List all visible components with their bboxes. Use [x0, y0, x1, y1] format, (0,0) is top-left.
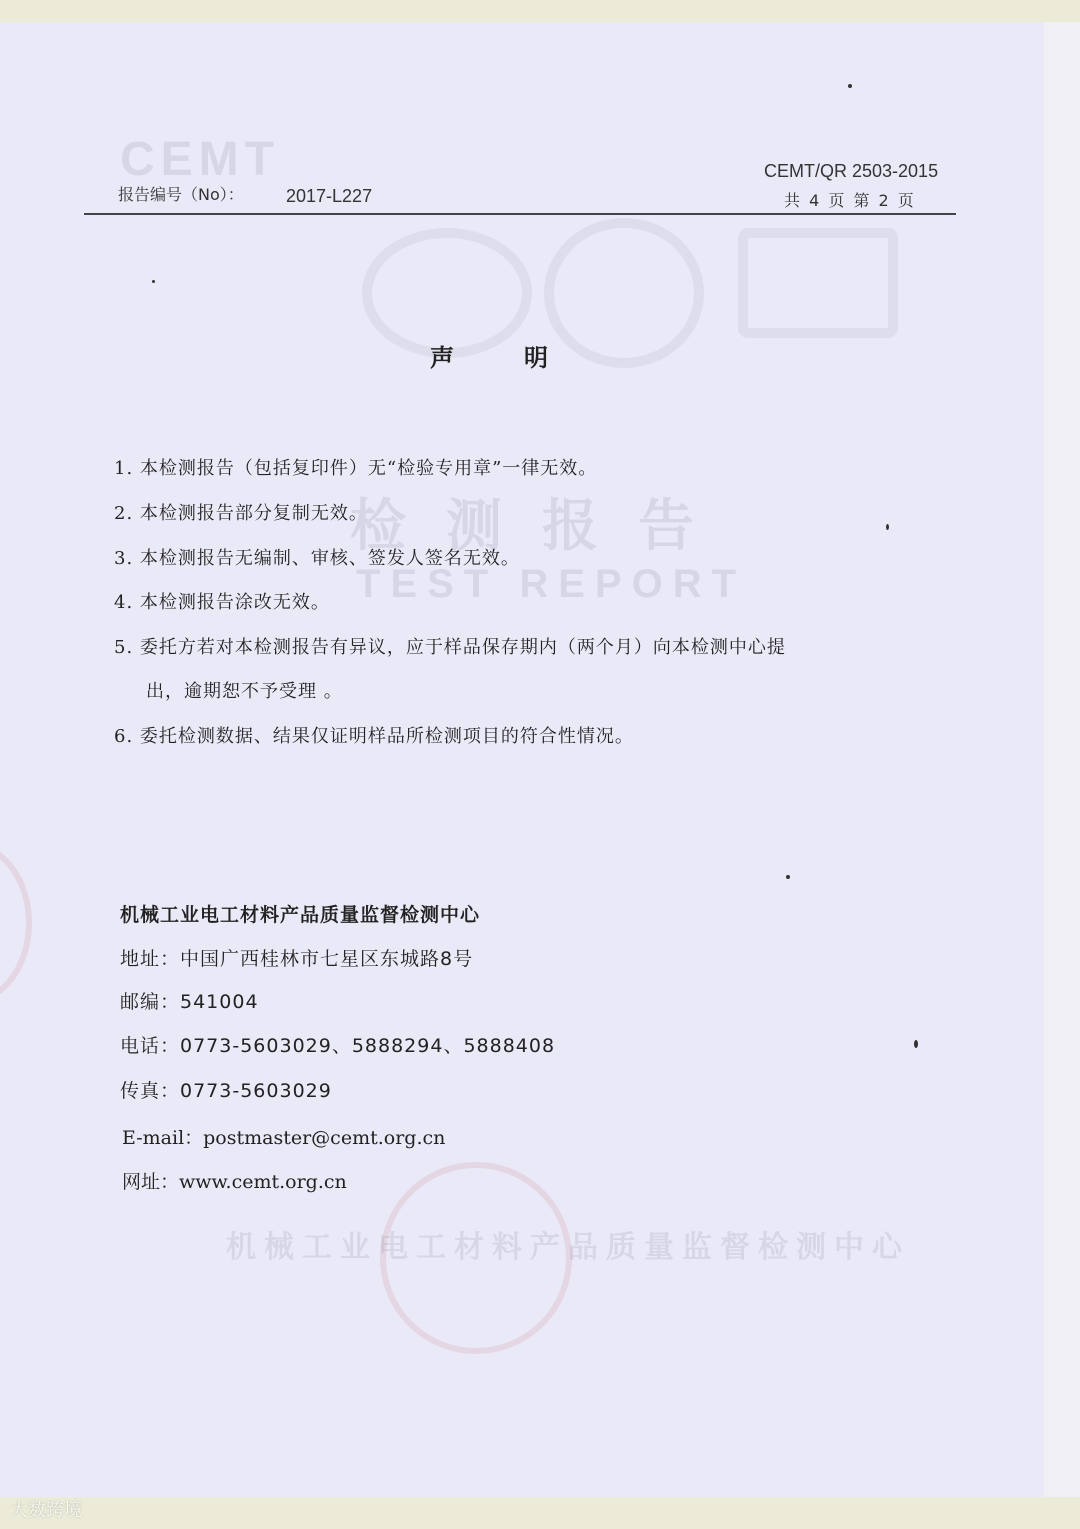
show-through-ma-seal	[738, 228, 898, 338]
scan-speck	[848, 84, 852, 88]
clause-5: 5. 委托方若对本检测报告有异议，应于样品保存期内（两个月）向本检测中心提	[114, 637, 786, 658]
organization-name: 机械工业电工材料产品质量监督检测中心	[120, 904, 481, 926]
phone-line: 电话：0773-5603029、5888294、5888408	[120, 1035, 556, 1057]
scan-edge	[1044, 22, 1080, 1497]
scan-speck	[914, 1040, 918, 1048]
show-through-red-stamp	[0, 842, 32, 1004]
header-divider	[84, 213, 956, 215]
scan-speck	[886, 524, 889, 530]
declaration-title: 声明	[430, 344, 618, 372]
watermark-text: 大数跨境	[10, 1500, 82, 1521]
page-info: 共 4 页 第 2 页	[784, 191, 916, 210]
website-line: 网址：www.cemt.org.cn	[122, 1171, 347, 1193]
show-through-footer-org: 机械工业电工材料产品质量监督检测中心	[226, 1231, 910, 1264]
clause-2: 2. 本检测报告部分复制无效。	[114, 503, 368, 524]
clause-6: 6. 委托检测数据、结果仅证明样品所检测项目的符合性情况。	[114, 726, 634, 747]
postcode-line: 邮编：541004	[120, 991, 259, 1013]
scan-speck	[152, 280, 155, 283]
show-through-logo: CEMT	[120, 133, 280, 186]
clause-3: 3. 本检测报告无编制、审核、签发人签名无效。	[114, 548, 520, 569]
report-number-label: 报告编号（No）：	[118, 185, 244, 204]
clause-4: 4. 本检测报告涂改无效。	[114, 592, 330, 613]
show-through-report-subtitle: TEST REPORT	[356, 562, 747, 606]
standard-code: CEMT/QR 2503-2015	[764, 161, 939, 181]
show-through-report-title: 检测报告	[350, 494, 734, 557]
report-number-value: 2017-L227	[286, 186, 373, 206]
clause-1: 1. 本检测报告（包括复印件）无“检验专用章”一律无效。	[114, 458, 598, 479]
clause-5-continued: 出，逾期恕不予受理 。	[146, 681, 343, 702]
address-line: 地址：中国广西桂林市七星区东城路8号	[120, 948, 474, 970]
email-line: E-mail：postmaster@cemt.org.cn	[122, 1127, 446, 1149]
scan-speck	[786, 875, 790, 879]
fax-line: 传真：0773-5603029	[120, 1080, 332, 1102]
document-page	[0, 22, 1044, 1497]
